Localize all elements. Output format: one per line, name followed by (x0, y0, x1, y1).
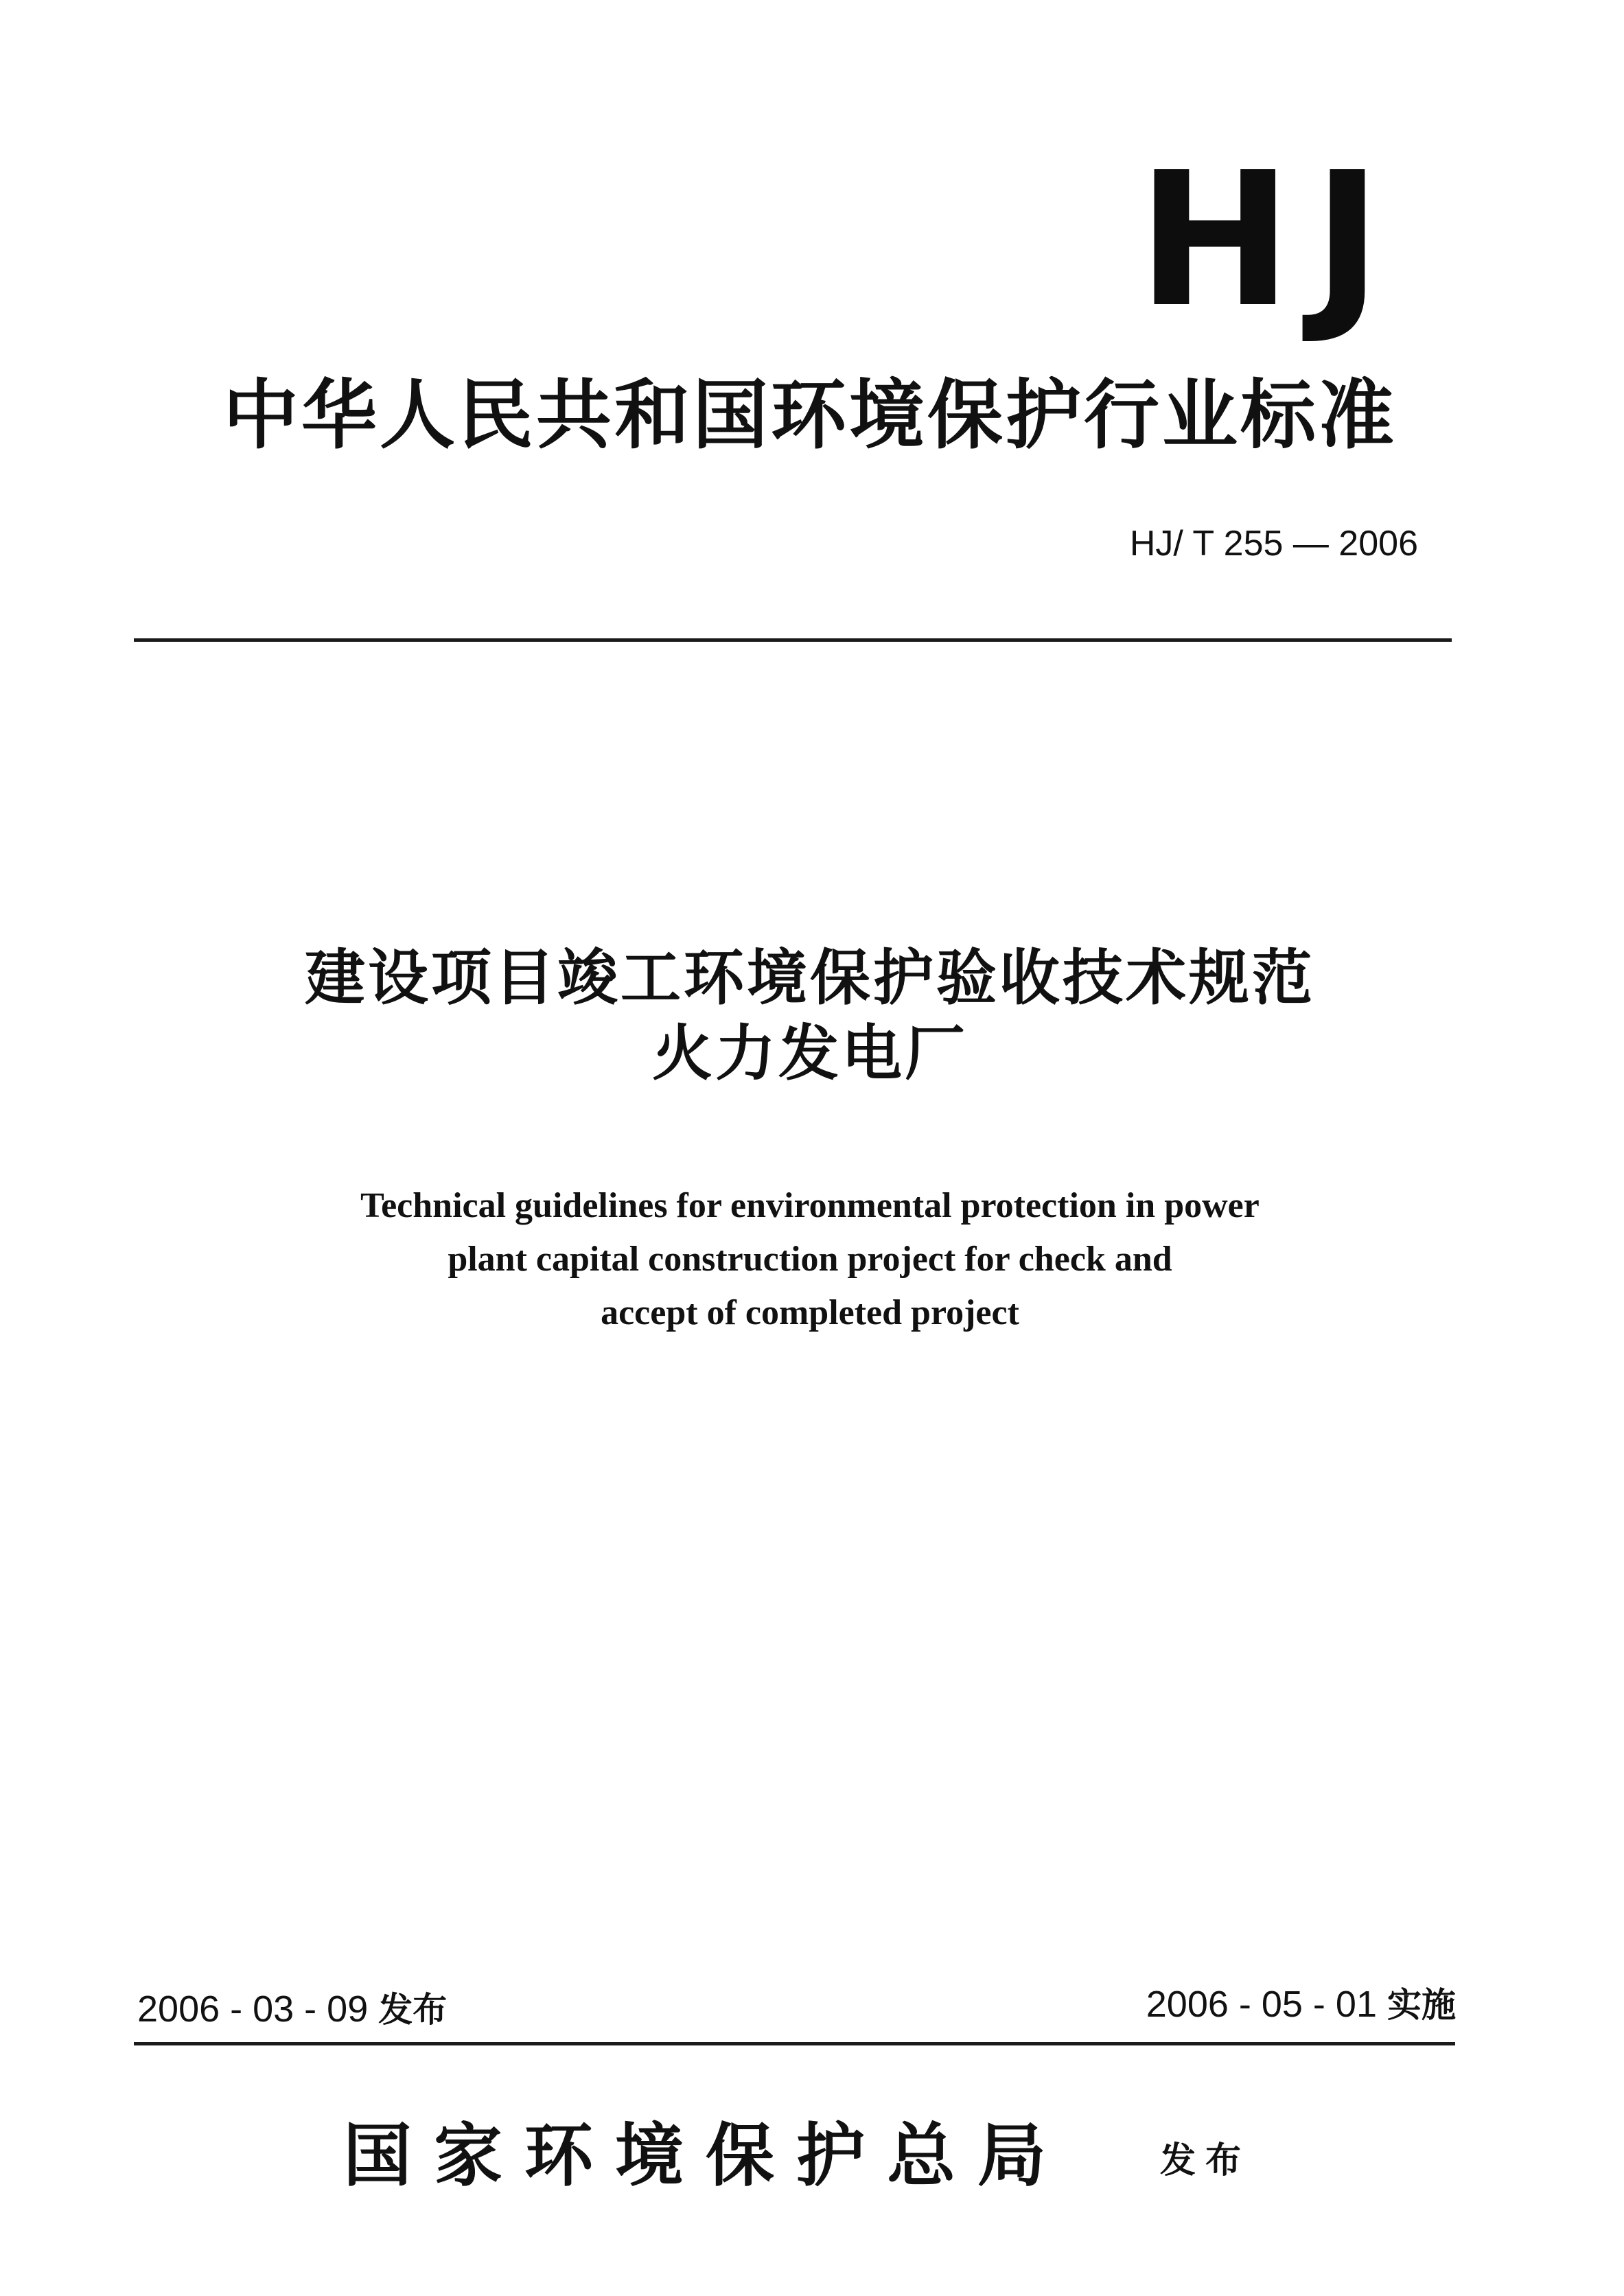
implement-date-value: 2006 - 05 - 01 (1146, 1984, 1377, 2025)
issue-date (137, 1987, 447, 2032)
document-title-en (206, 1179, 1414, 1340)
publish-label: 发布 (1160, 2140, 1251, 2181)
title-zh-line-2: 火力发电厂 (651, 1018, 968, 1089)
title-zh-line-1: 建设项目竣工环境保护验收技术规范 (304, 942, 1315, 1013)
title-en-line-1: Technical guidelines for environmental protection in power (360, 1186, 1260, 1225)
org-title: 中华人民共和国环境保护行业标准 (223, 371, 1397, 459)
bottom-divider (134, 2042, 1455, 2045)
issue-date-label: 发布 (378, 1990, 448, 2030)
implement-date-label: 实施 (1387, 1985, 1456, 2025)
standard-code: HJ/ T 255 — 2006 (1129, 524, 1418, 564)
publisher-name: 国家环境保护总局 (343, 2115, 1068, 2196)
title-en-line-3: accept of completed project (601, 1293, 1019, 1332)
hj-logo: HJ (1137, 132, 1403, 348)
top-divider (134, 638, 1452, 642)
title-en-line-2: plant capital construction project for check and (448, 1240, 1172, 1279)
implement-date (1146, 1982, 1456, 2027)
document-title-zh (137, 940, 1483, 1091)
issue-date-value: 2006 - 03 - 09 (137, 1988, 369, 2030)
